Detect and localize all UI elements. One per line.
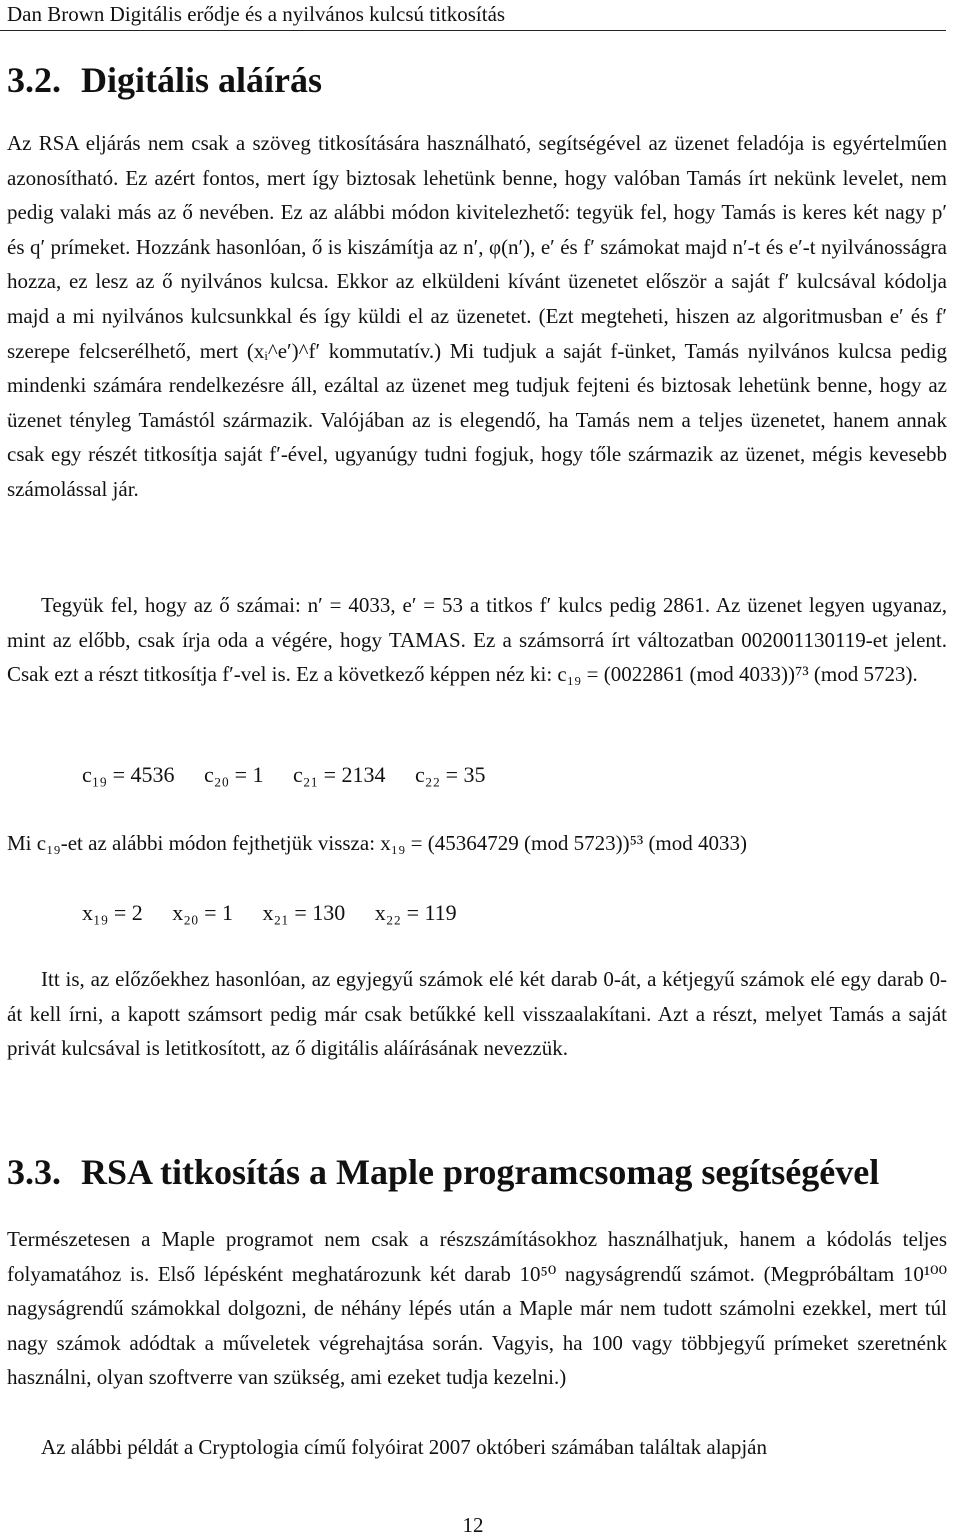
equation-term: x₁₉ = 2 bbox=[82, 900, 143, 925]
header-rule bbox=[0, 30, 946, 31]
paragraph: Itt is, az előzőekhez hasonlóan, az egyjegyű számok elé két darab 0-át, a kétjegyű számok elé egy darab 0-át kell írni, a kapott számsort pedig már csak betűkké kell visszaalakítani. Azt a részt, melyet Tamás a saját privát kulcsával is letitkosított, az ő digitális aláírásának nevezzük. bbox=[7, 967, 947, 1061]
section-title: RSA titkosítás a Maple programcsomag segítségével bbox=[81, 1152, 880, 1192]
paragraph: Az RSA eljárás nem csak a szöveg titkosítására használható, segítségével az üzenet feladója is egyértelműen azonosítható. Ez azért fontos, mert így biztosak lehetünk benne, hogy valóban Tamás írt nekünk levelet, nem pedig valaki más az ő nevében. Ez az alábbi módon kivitelezhető: tegyük fel, hogy Tamás is keres két nagy p′ és q′ prímeket. Hozzánk hasonlóan, ő is kiszámítja az n′, φ(n′), e′ és f′ számokat majd n′-t és e′-t nyilvánosságra hozza, ez lesz az ő nyilvános kulcsa. Ekkor az elküldeni kívánt üzenetet először a saját f′ kulcsával kódolja majd a mi nyilvános kulcsunkkal és így küldi el az üzenetet. (Ezt megteheti, hiszen az algoritmusban e′ és f′ szerepe felcserélhető, mert (xᵢ^e′)^f′ kommutatív.) Mi tudjuk a saját f-ünket, Tamás nyilvános kulcsa pedig mindenki számára rendelkezésre áll, ezáltal az üzenet meg tudjuk fejteni és biztosak lehetünk benne, hogy az üzenet tényleg Tamástól származik. Valójában az is elegendő, ha Tamás nem a teljes üzenetet, hanem annak csak egy részét titkosítja saját f′-ével, ugyanúgy tudni fogjuk, hogy tőle származik az üzenet, mégis kevesebb számolással jár. bbox=[7, 131, 947, 501]
paragraph: Mi c₁₉-et az alábbi módon fejthetjük vissza: x₁₉ = (45364729 (mod 5723))⁵³ (mod 4033) bbox=[7, 831, 748, 855]
equation-plaintext-values bbox=[82, 898, 481, 928]
section-heading-3-3 bbox=[7, 1152, 879, 1192]
equation-term: x₂₁ = 130 bbox=[262, 900, 346, 925]
paragraph: Az alábbi példát a Cryptologia című folyóirat 2007 októberi számában találtak alapján bbox=[41, 1435, 768, 1459]
equation-term: c₂₁ = 2134 bbox=[293, 762, 386, 787]
equation-ciphertext-values bbox=[82, 760, 510, 790]
section-number: 3.2. bbox=[7, 60, 61, 100]
page-number: 12 bbox=[462, 1513, 484, 1537]
section-heading-3-2 bbox=[7, 60, 322, 100]
section-title: Digitális aláírás bbox=[81, 60, 322, 100]
running-header: Dan Brown Digitális erődje és a nyilvános kulcsú titkosítás bbox=[7, 2, 506, 26]
paragraph: Természetesen a Maple programot nem csak a részszámításokhoz használhatjuk, hanem a kódolás teljes folyamatához is. Első lépésként meghatározunk két darab 10⁵⁰ nagyságrendű számot. (Megpróbáltam 10¹⁰⁰ nagyságrendű számokkal dolgozni, de néhány lépés után a Maple már nem tudott számolni ezekkel, mert túl nagy számok adódtak a műveletek végrehajtása során. Vagyis, ha 100 vagy többjegyű prímeket szeretnénk használni, olyan szoftverre van szükség, ami ezeket tudja kezelni.) bbox=[7, 1227, 947, 1390]
equation-term: c₂₀ = 1 bbox=[204, 762, 264, 787]
equation-term: x₂₀ = 1 bbox=[172, 900, 233, 925]
equation-term: c₂₂ = 35 bbox=[415, 762, 486, 787]
equation-term: x₂₂ = 119 bbox=[374, 900, 457, 925]
equation-term: c₁₉ = 4536 bbox=[82, 762, 175, 787]
paragraph: Tegyük fel, hogy az ő számai: n′ = 4033, e′ = 53 a titkos f′ kulcs pedig 2861. Az üzenet legyen ugyanaz, mint az előbb, csak írja oda a végére, hogy TAMAS. Ez a számsorrá írt változatban 002001130119-et jelent. Csak ezt a részt titkosítja f′-vel is. Ez a következő képpen néz ki: c₁₉ = (0022861 (mod 4033))⁷³ (mod 5723). bbox=[7, 593, 947, 687]
section-number: 3.3. bbox=[7, 1152, 61, 1192]
